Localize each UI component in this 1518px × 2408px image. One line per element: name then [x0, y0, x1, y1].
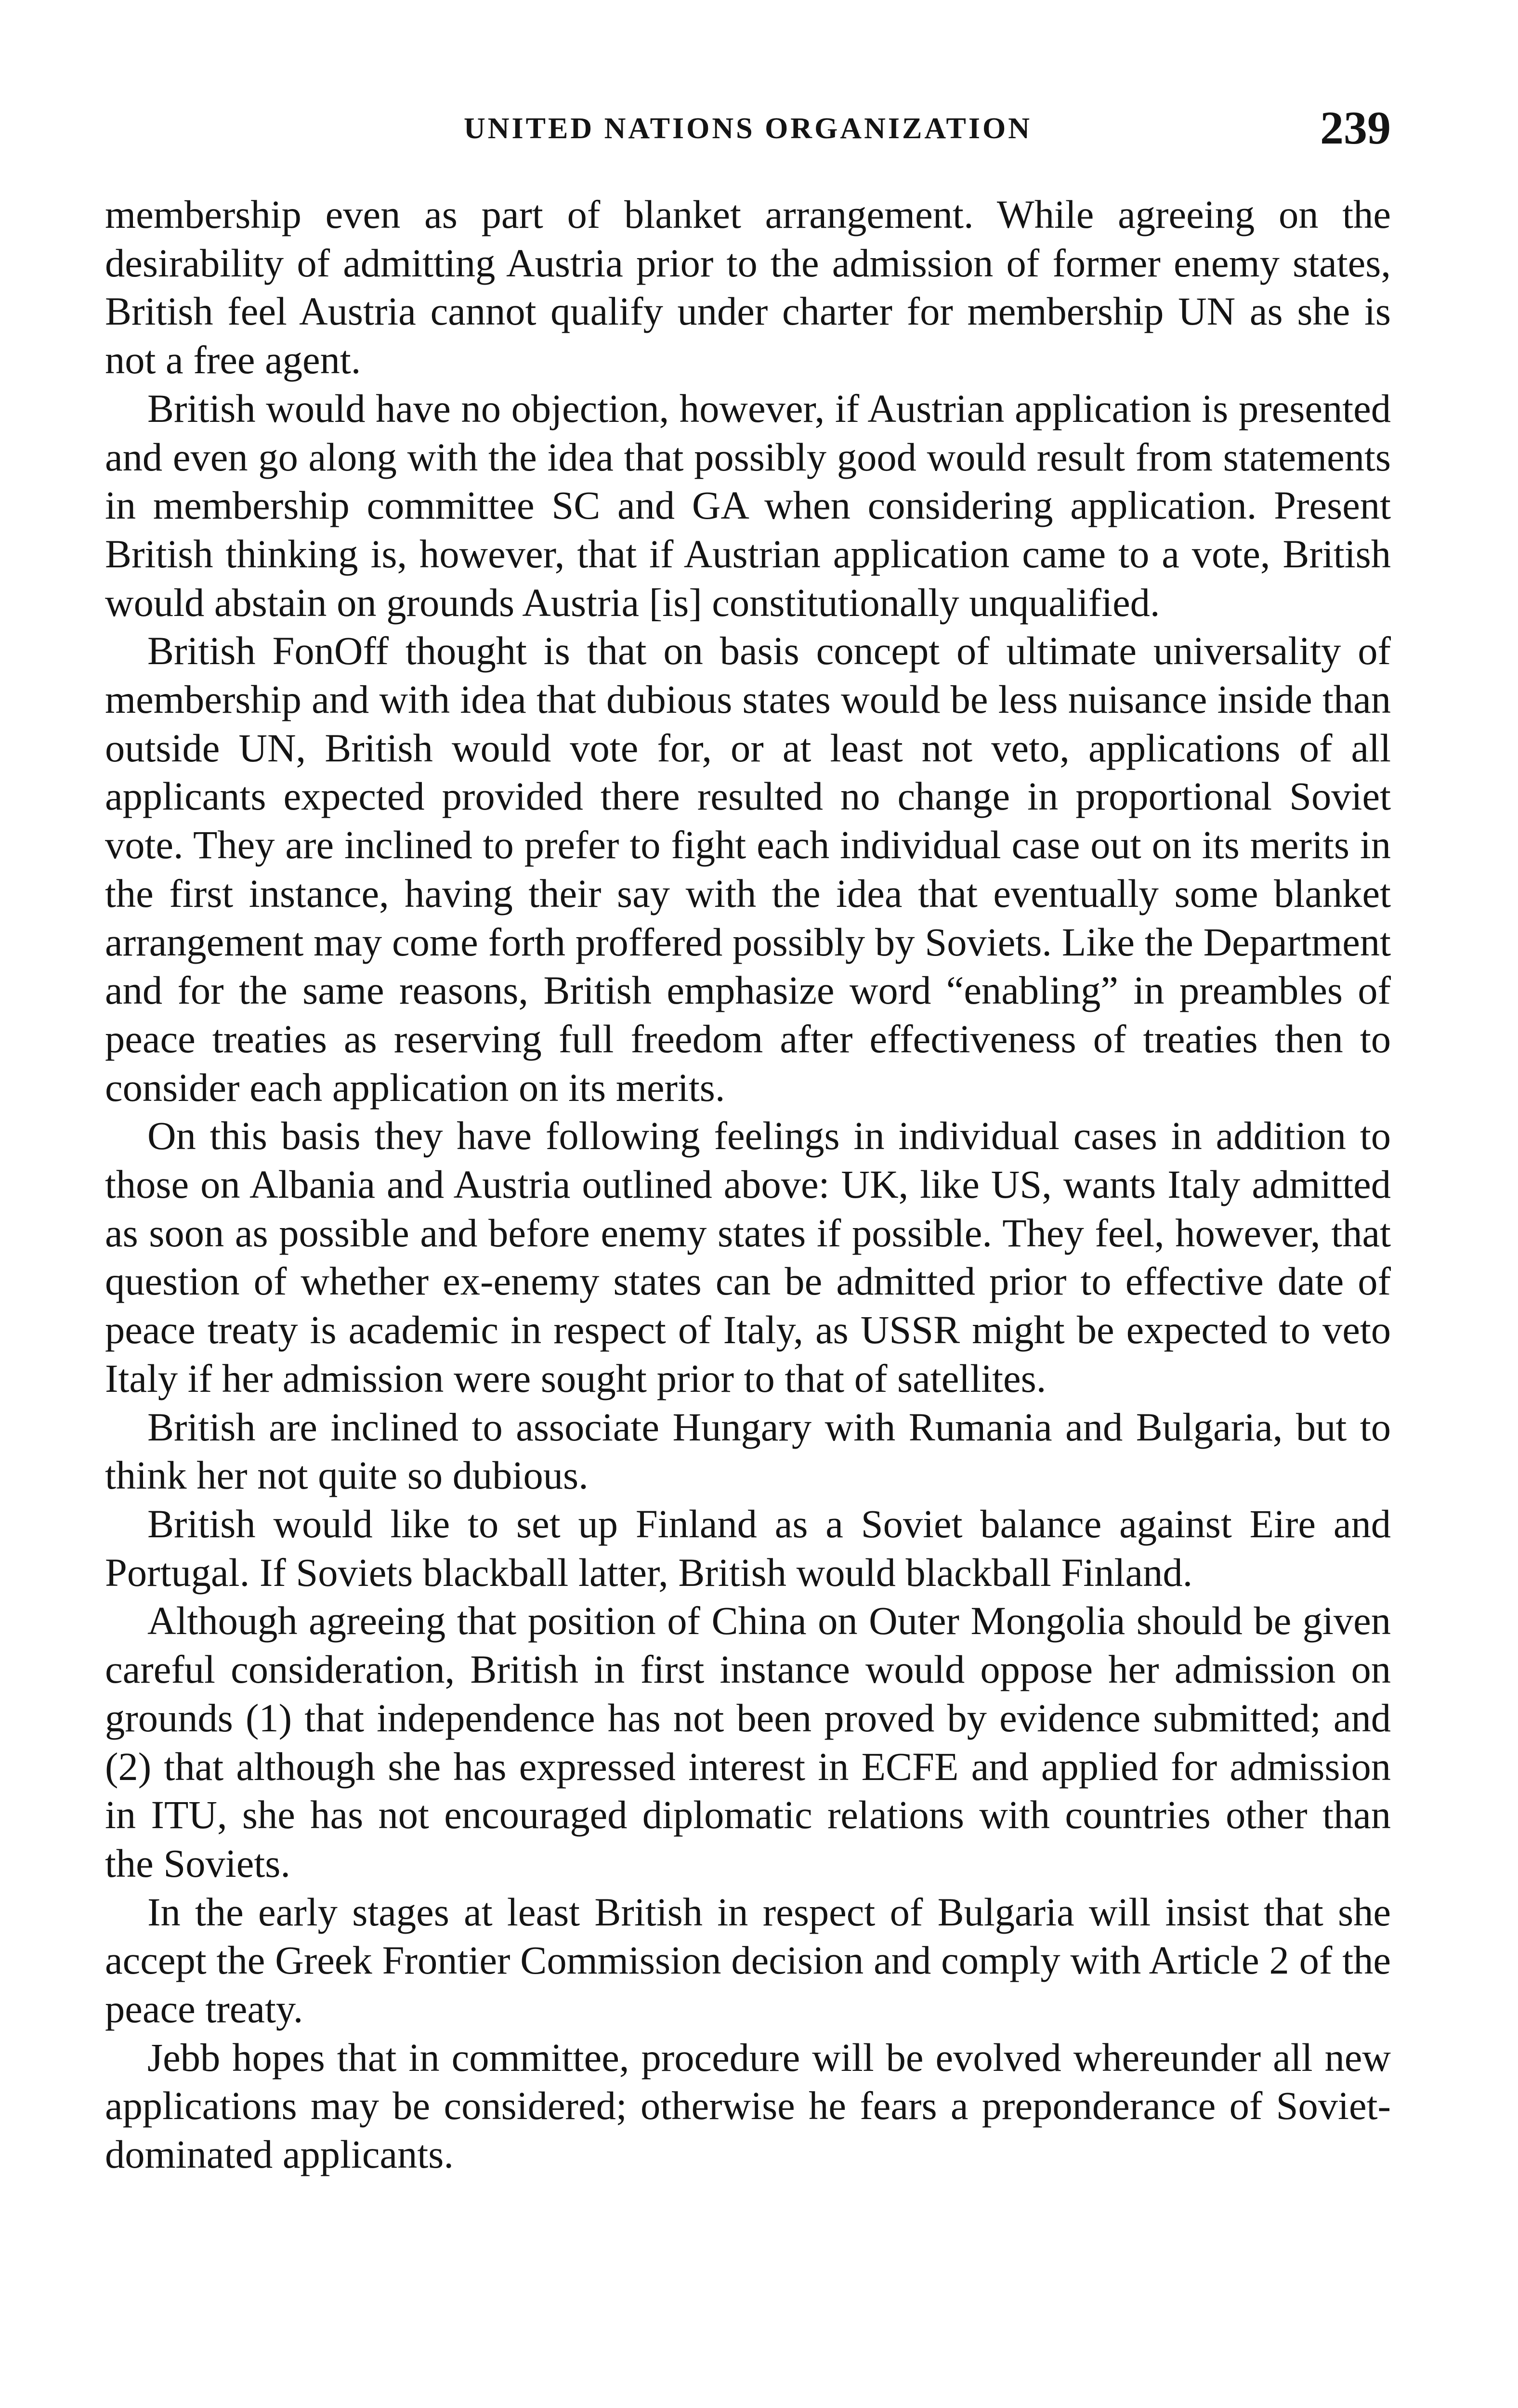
running-head: UNITED NATIONS ORGANIZATION: [464, 112, 1032, 145]
body-text: [105, 190, 1391, 2179]
paragraph-jebb: Jebb hopes that in committee, procedure will be evolved whereunder all new applications may be considered; otherwise he fears a preponderance of Soviet-dominated applicants.: [105, 2035, 1391, 2177]
paragraph-fonoff-universality: British FonOff thought is that on basis concept of ultimate universality of membership and with idea that dubious states would be less nuisance inside than outside UN, British would vote for, or at least not veto, applications of all applicants expected provided there resulted no change in proportional Soviet vote. They are inclined to prefer to fight each individual case out on its merits in the first instance, having their say with the idea that eventually some blanket arrangement may come forth proffered possibly by Soviets. Like the Department and for the same reasons, British emphasize word “enabling” in preambles of peace treaties as reserving full freedom after effectiveness of treaties then to consider each application on its merits.: [105, 628, 1391, 1110]
page-number: 239: [1320, 102, 1391, 154]
page-header: [105, 101, 1391, 159]
paragraph-bulgaria: In the early stages at least British in respect of Bulgaria will insist that she accept the Greek Frontier Commission decision and comply with Article 2 of the peace treaty.: [105, 1889, 1391, 2031]
paragraph-outer-mongolia: Although agreeing that position of China on Outer Mongolia should be given careful consideration, British in first instance would oppose her admission on grounds (1) that independence has not been proved by evidence submitted; and (2) that although she has expressed interest in ECFE and applied for admission in ITU, she has not encouraged diplomatic relations with countries other than the Soviets.: [105, 1598, 1391, 1885]
paragraph-hungary: British are inclined to associate Hungary with Rumania and Bulgaria, but to think her not quite so dubious.: [105, 1404, 1391, 1498]
paragraph-austria-application: British would have no objection, however, if Austrian application is presented and even go along with the idea that possibly good would result from statements in membership committee SC and GA when considering application. Present British thinking is, however, that if Austrian application came to a vote, British would abstain on grounds Austria [is] constitutionally unqualified.: [105, 386, 1391, 625]
paragraph-individual-cases: On this basis they have following feelings in individual cases in addition to those on Albania and Austria outlined above: UK, like US, wants Italy admitted as soon as possible and before enemy states if possible. They feel, however, that question of whether ex-enemy states can be admitted prior to effective date of peace treaty is academic in respect of Italy, as USSR might be expected to veto Italy if her admission were sought prior to that of satellites.: [105, 1113, 1391, 1400]
paragraph-continuation: membership even as part of blanket arrangement. While agreeing on the desirability of admitting Austria prior to the admission of former enemy states, British feel Austria cannot qualify under charter for membership UN as she is not a free agent.: [105, 192, 1391, 382]
paragraph-finland: British would like to set up Finland as a Soviet balance against Eire and Portugal. If Soviets blackball latter, British would blackball Finland.: [105, 1501, 1391, 1595]
